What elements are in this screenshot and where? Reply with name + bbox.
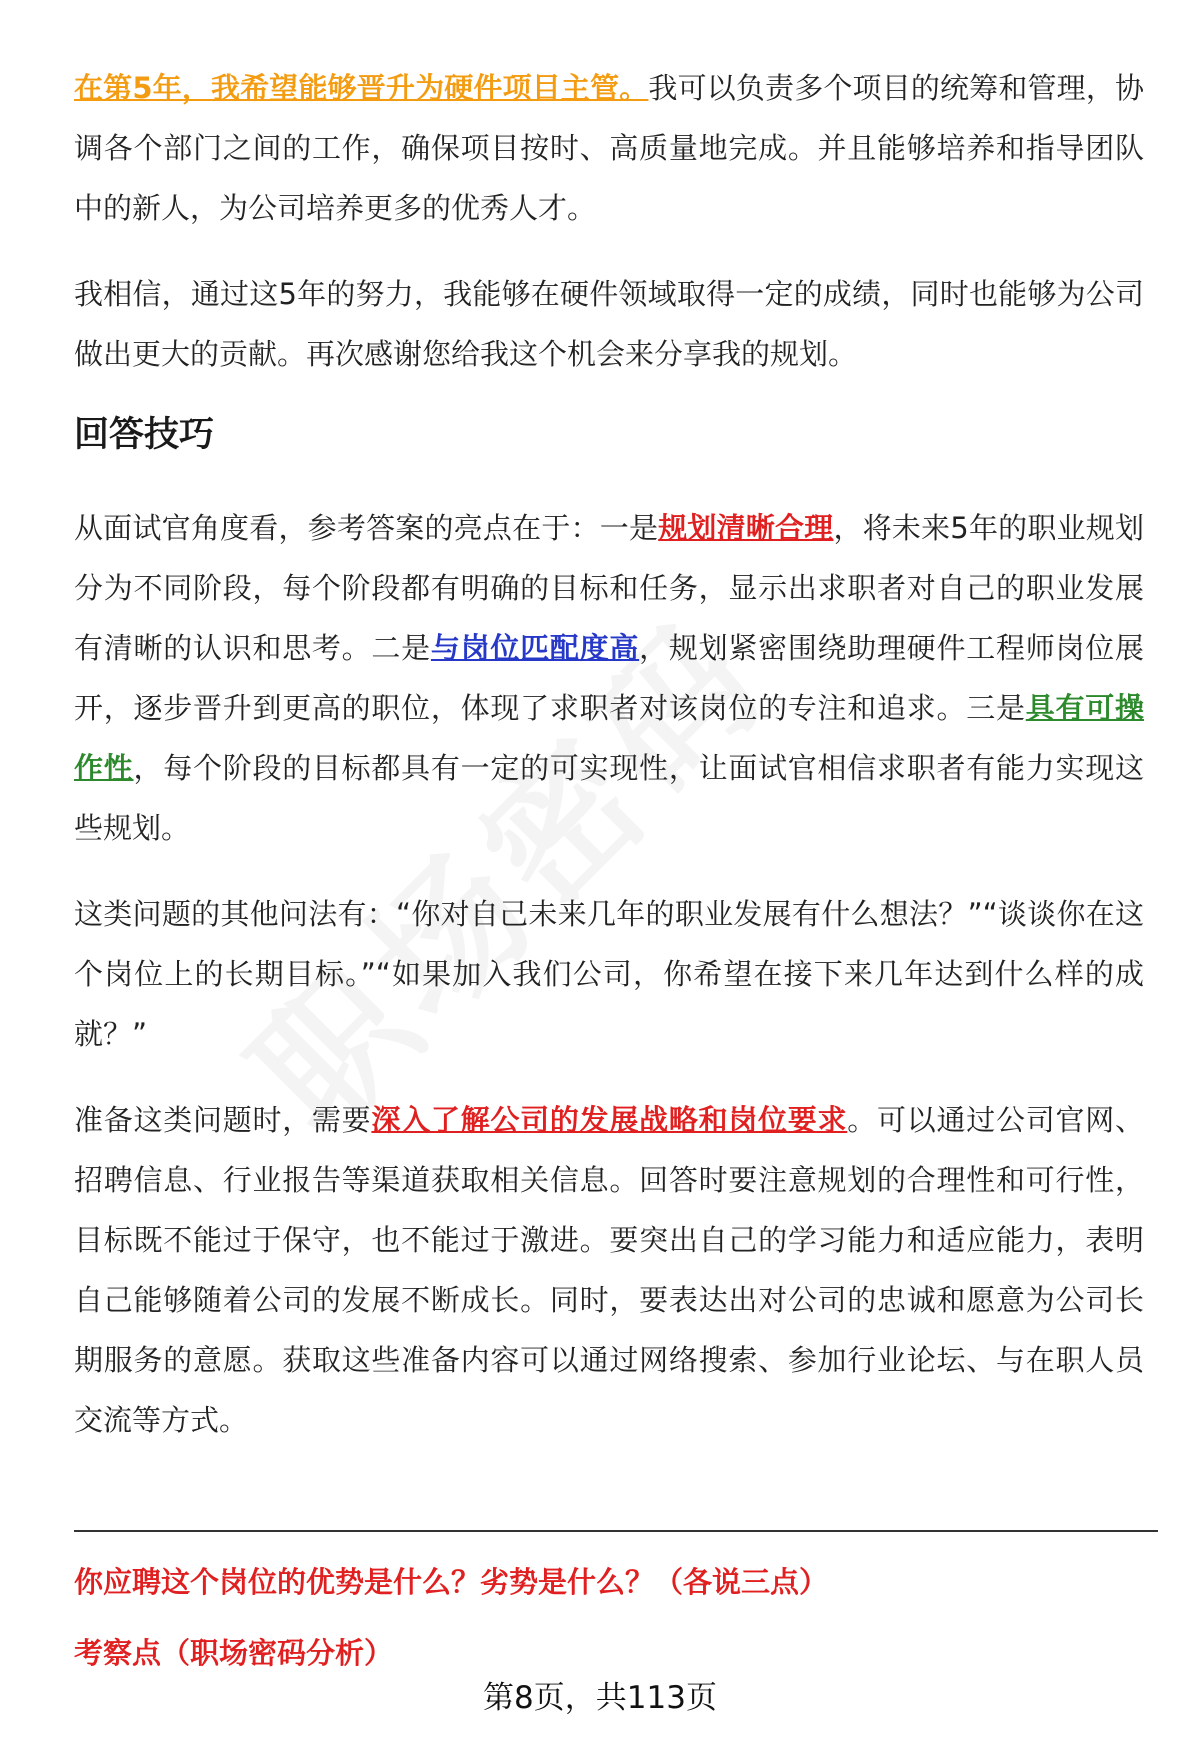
paragraph-text: 。可以通过公司官网、招聘信息、行业报告等渠道获取相关信息。回答时要注意规划的合理性和可行性，目标既不能过于保守，也不能过于激进。要突出自己的学习能力和适应能力，表明自己能够随着公司的发展不断成长。同时，要表达出对公司的忠诚和愿意为公司长期服务的意愿。获取这些准备内容可以通过网络搜索、参加行业论坛、与在职人员交流等方式。: [74, 1103, 1144, 1437]
paragraph-goal-year5: [74, 58, 1144, 238]
highlight-job-match: 与岗位匹配度高: [430, 631, 640, 665]
subheading-analysis: 考察点（职场密码分析）: [74, 1636, 394, 1670]
paragraph-other-questions: 这类问题的其他问法有：“你对自己未来几年的职业发展有什么想法？”“谈谈你在这个岗位上的长期目标。”“如果加入我们公司，你希望在接下来几年达到什么样的成就？”: [74, 897, 1144, 1051]
paragraph-text: ，每个阶段的目标都具有一定的可实现性，让面试官相信求职者有能力实现这些规划。: [74, 751, 1144, 845]
divider: [74, 1530, 1158, 1532]
paragraph-preparation: [74, 1090, 1144, 1450]
highlight-company-strategy: 深入了解公司的发展战略和岗位要求: [371, 1103, 848, 1137]
highlight-operable: 具有可操作性: [74, 691, 1144, 785]
document-body: [74, 58, 1144, 1476]
highlight-plan-clear: 规划清晰合理: [658, 511, 834, 545]
highlight-goal: 在第5年，我希望能够晋升为硬件项目主管。: [74, 71, 649, 105]
paragraph-highlights: [74, 498, 1144, 858]
page-footer: 第8页，共113页: [483, 1680, 717, 1716]
paragraph-text: 准备这类问题时，需要: [74, 1103, 372, 1137]
section-title: 回答技巧: [74, 415, 215, 455]
paragraph-text: 从面试官角度看，参考答案的亮点在于：一是: [74, 511, 659, 545]
paragraph-text: ，规划紧密围绕助理硬件工程师岗位展开，逐步晋升到更高的职位，体现了求职者对该岗位的专注和追求。三是: [74, 631, 1144, 725]
question-heading: 你应聘这个岗位的优势是什么？劣势是什么？（各说三点）: [74, 1565, 829, 1599]
paragraph-closing: 我相信，通过这5年的努力，我能够在硬件领域取得一定的成绩，同时也能够为公司做出更大的贡献。再次感谢您给我这个机会来分享我的规划。: [74, 277, 1144, 371]
paragraph-text: ，将未来5年的职业规划分为不同阶段，每个阶段都有明确的目标和任务，显示出求职者对自己的职业发展有清晰的认识和思考。二是: [74, 511, 1144, 665]
paragraph-text: 我可以负责多个项目的统筹和管理，协调各个部门之间的工作，确保项目按时、高质量地完成。并且能够培养和指导团队中的新人，为公司培养更多的优秀人才。: [74, 71, 1144, 225]
